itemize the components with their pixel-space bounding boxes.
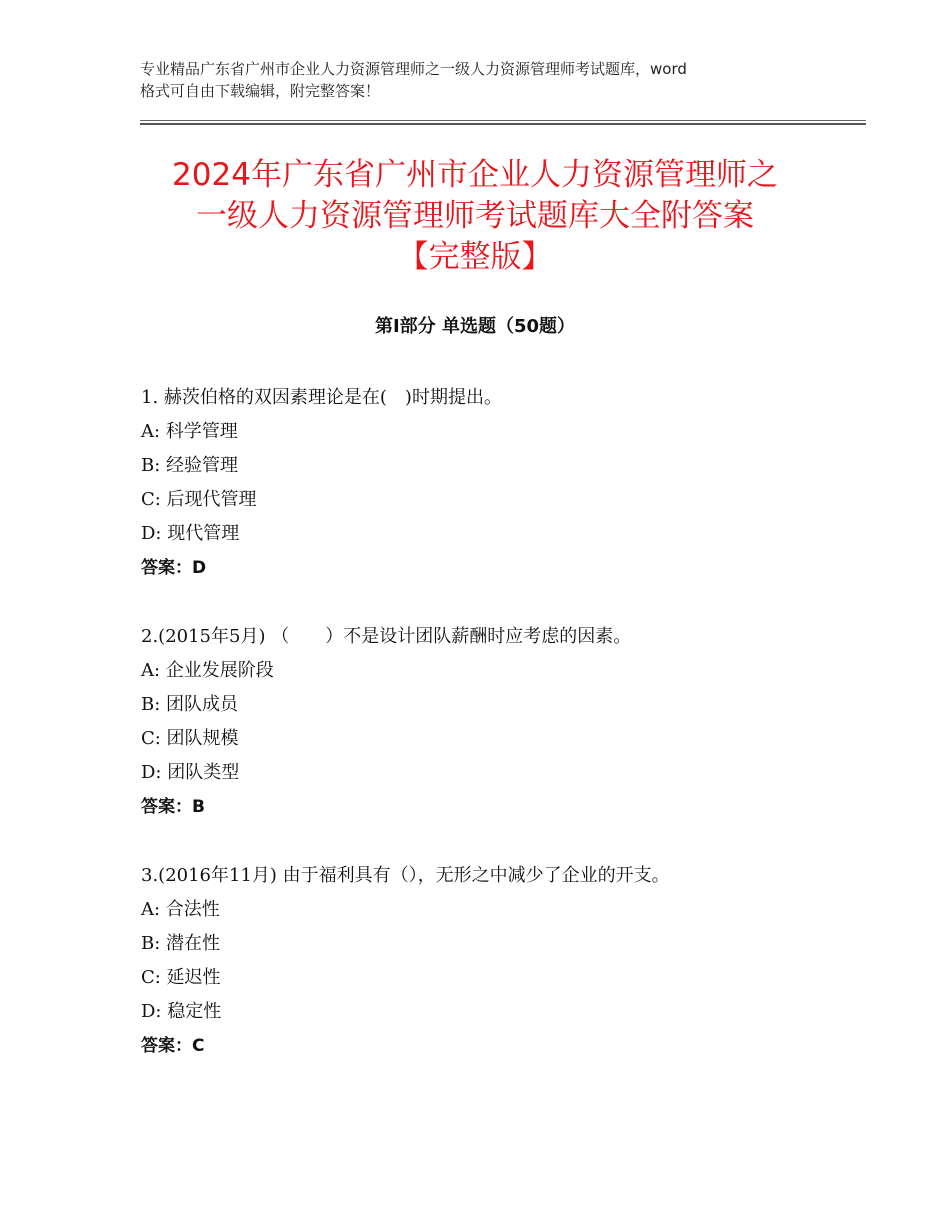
option-a: A: 科学管理 <box>141 421 238 442</box>
option-b: B: 潜在性 <box>141 933 221 954</box>
document-title <box>100 155 850 278</box>
question-stem: 1. 赫茨伯格的双因素理论是在( )时期提出。 <box>141 387 502 408</box>
header-divider-thick <box>140 123 866 125</box>
option-c: C: 延迟性 <box>141 967 221 988</box>
header-note <box>140 58 830 102</box>
option-d: D: 稳定性 <box>141 1001 222 1022</box>
answer-label: 答案：D <box>141 558 207 578</box>
question-3 <box>141 859 861 1063</box>
header-note-line-1: 专业精品广东省广州市企业人力资源管理师之一级人力资源管理师考试题库，word <box>140 60 687 78</box>
option-c: C: 后现代管理 <box>141 489 257 510</box>
question-1 <box>141 381 861 585</box>
header-note-line-2: 格式可自由下载编辑，附完整答案！ <box>140 82 381 100</box>
document-title-line-3: 【完整版】 <box>397 239 553 275</box>
answer-label: 答案：C <box>141 1036 205 1056</box>
document-title-line-1: 2024年广东省广州市企业人力资源管理师之 <box>172 157 778 193</box>
question-2 <box>141 620 861 824</box>
option-a: A: 企业发展阶段 <box>141 660 274 681</box>
question-stem: 2.(2015年5月) （ ）不是设计团队薪酬时应考虑的因素。 <box>141 626 632 647</box>
question-stem: 3.(2016年11月) 由于福利具有（），无形之中减少了企业的开支。 <box>141 865 670 886</box>
option-a: A: 合法性 <box>141 899 220 920</box>
answer-label: 答案：B <box>141 797 205 817</box>
document-title-line-2: 一级人力资源管理师考试题库大全附答案 <box>196 198 754 234</box>
option-c: C: 团队规模 <box>141 728 239 749</box>
header-divider-thin <box>140 120 866 121</box>
option-b: B: 团队成员 <box>141 694 239 715</box>
option-b: B: 经验管理 <box>141 455 239 476</box>
section-title: 第Ⅰ部分 单选题（50题） <box>374 316 575 337</box>
option-d: D: 现代管理 <box>141 523 240 544</box>
option-d: D: 团队类型 <box>141 762 240 783</box>
